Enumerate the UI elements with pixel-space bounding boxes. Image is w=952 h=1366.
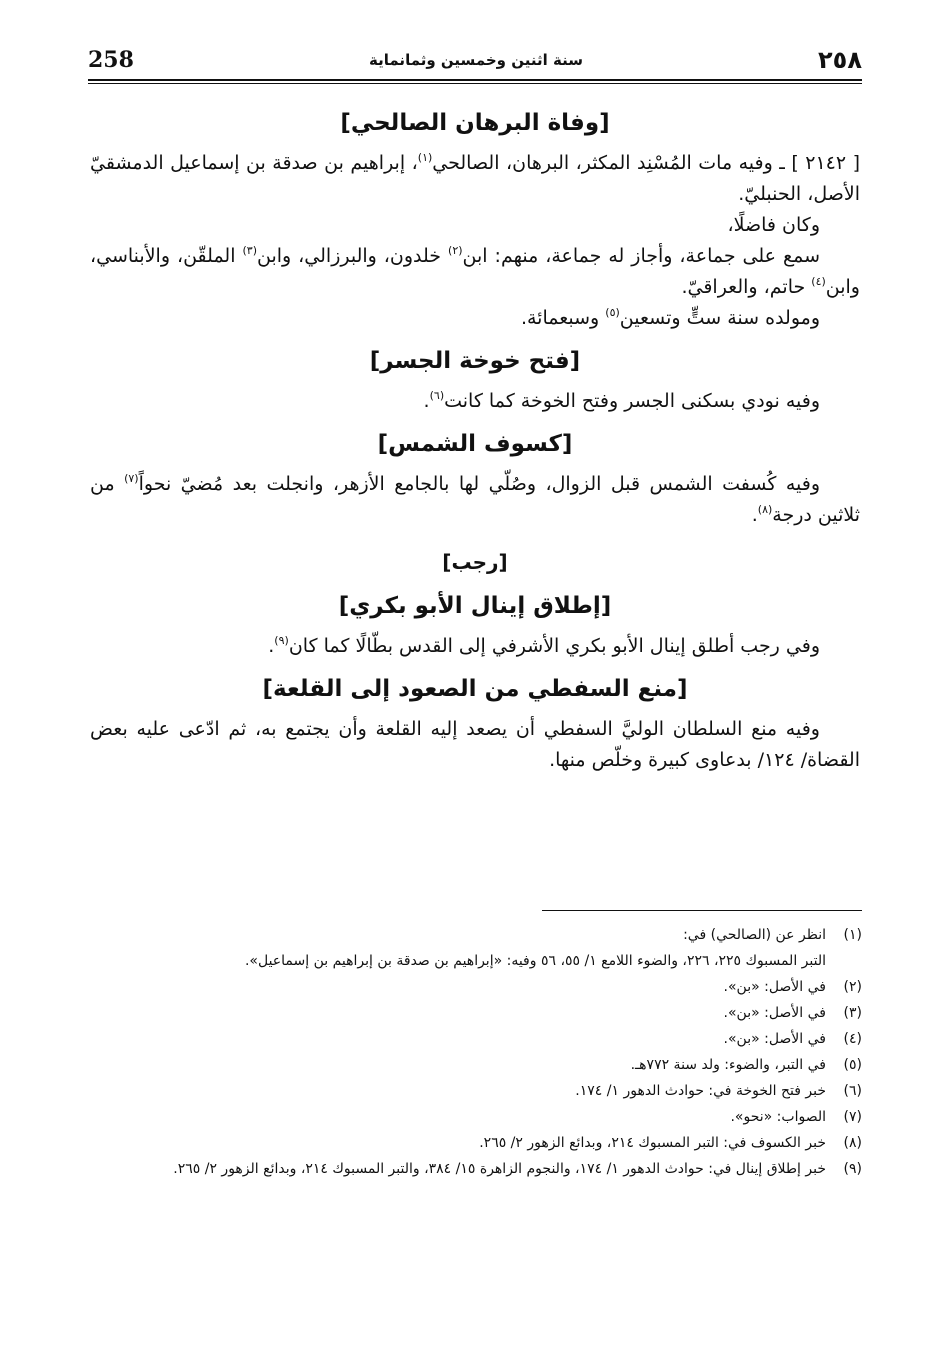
footnote-2	[92, 974, 862, 1000]
running-title: سنة اثنين وخمسين وثمانماية	[369, 51, 583, 69]
paragraph-entry-2142	[90, 148, 860, 210]
text-run: .	[423, 390, 430, 412]
footnote-5	[92, 1052, 862, 1078]
footnote-number: (٤)	[843, 1031, 862, 1047]
text-run: وفي رجب أطلق إينال الأبو بكري الأشرفي إلى القدس بطّالًا كما كان	[288, 635, 820, 657]
paragraph-birth	[90, 303, 860, 334]
text-run: ومولده سنة ستٍّ وتسعين	[619, 307, 820, 329]
footnote-ref[interactable]: (٦)	[429, 389, 445, 402]
footnote-ref[interactable]: (١)	[417, 151, 433, 164]
footnote-number: (٦)	[843, 1083, 862, 1099]
paragraph-virtue: وكان فاضلًا،	[727, 214, 820, 236]
text-run: .	[268, 635, 275, 657]
entry-text: [ ٢١٤٢ ] ـ وفيه مات المُسْنِد المكثر، البرهان، الصالحي	[432, 152, 861, 174]
footnote-number: (٩)	[843, 1161, 862, 1177]
footnote-ref[interactable]: (٣)	[242, 244, 257, 257]
footnote-ref[interactable]: (٢)	[448, 244, 463, 257]
section-title-salihi: [وفاة البرهان الصالحي]	[340, 110, 610, 136]
text-run: من ثلاثين درجة	[90, 473, 860, 526]
text-run: وسبعمائة.	[520, 307, 606, 329]
footnotes	[92, 922, 862, 1182]
text-run: الملقّن، والأبناسي، وابن	[90, 245, 860, 298]
page-number-latin: 258	[88, 47, 134, 73]
month-title-rajab: [رجب]	[442, 550, 508, 574]
footnote-number: (١)	[843, 927, 862, 943]
footnote-ref[interactable]: (٤)	[811, 275, 826, 288]
footnote-number: (٨)	[843, 1135, 862, 1151]
footnote-text: خبر الكسوف في: التبر المسبوك ٢١٤، وبدائع الزهور ٢/ ٢٦٥.	[479, 1135, 826, 1151]
footnote-1	[92, 922, 862, 948]
footnote-4	[92, 1026, 862, 1052]
page-number-arabic: ٢٥٨	[818, 46, 862, 74]
footnote-ref[interactable]: (٥)	[605, 306, 620, 319]
footnote-text: خبر إطلاق إينال في: حوادث الدهور ١/ ١٧٤، والنجوم الزاهرة ١٥/ ٣٨٤، والتبر المسبوك ٢١٤، وبدائع الزهور ٢/ ٢٦٥.	[173, 1161, 826, 1177]
footnote-text: خبر فتح الخوخة في: حوادث الدهور ١/ ١٧٤.	[575, 1083, 826, 1099]
main-text	[90, 96, 860, 776]
footnote-rule	[542, 910, 862, 911]
footnote-text: انظر عن (الصالحي) في:	[683, 927, 826, 943]
footnote-number: (٢)	[843, 979, 862, 995]
footnote-3	[92, 1000, 862, 1026]
footnote-ref[interactable]: (٧)	[124, 472, 139, 485]
entry-text: ، إبراهيم بن صدقة بن إسماعيل الدمشقيّ الأصل، الحنبليّ.	[90, 152, 860, 205]
text-run: .	[751, 504, 758, 526]
footnote-number: (٥)	[843, 1057, 862, 1073]
section-title-release-inal: [إطلاق إينال الأبو بكري]	[338, 593, 612, 619]
footnote-ref[interactable]: (٩)	[274, 634, 289, 647]
paragraph-eclipse	[90, 469, 860, 531]
paragraph-release-inal	[90, 631, 860, 662]
text-run: خلدون، والبرزالي، وابن	[256, 245, 449, 267]
footnote-text: في الأصل: «بن».	[723, 979, 826, 995]
running-head	[88, 42, 862, 78]
footnote-text: في التبر، والضوء: ولد سنة ٧٧٢هـ.	[630, 1057, 826, 1073]
footnote-9	[92, 1156, 862, 1182]
footnote-ref[interactable]: (٨)	[757, 503, 773, 516]
footnote-6	[92, 1078, 862, 1104]
footnote-8	[92, 1130, 862, 1156]
paragraph-bridge-gate	[90, 386, 860, 417]
footnote-1-continuation: التبر المسبوك ٢٢٥، ٢٢٦، والضوء اللامع ١/ ٥٥، ٥٦ وفيه: «إبراهيم بن صدقة بن إبراهيم بن إسماعيل».	[244, 953, 826, 969]
footnote-text: الصواب: «نحو».	[730, 1109, 826, 1125]
text-run: سمع على جماعة، وأجاز له جماعة، منهم: ابن	[462, 245, 820, 267]
header-rule	[88, 79, 862, 84]
paragraph-safti-ban: وفيه منع السلطان الوليَّ السفطي أن يصعد إليه القلعة وأن يجتمع به، ثم ادّعى عليه بعض القضاة/ ١٢٤/ بدعاوى كبيرة وخلّص منها.	[90, 718, 860, 771]
footnote-text: في الأصل: «بن».	[723, 1031, 826, 1047]
text-run: حاتم، والعراقيّ.	[681, 276, 812, 298]
section-title-saftī-ban: [منع السفطي من الصعود إلى القلعة]	[262, 676, 688, 702]
text-run: وفيه نودي بسكنى الجسر وفتح الخوخة كما كانت	[444, 390, 820, 412]
section-title-eclipse: [كسوف الشمس]	[377, 431, 573, 457]
footnote-text: في الأصل: «بن».	[723, 1005, 826, 1021]
paragraph-teachers	[90, 241, 860, 303]
footnote-number: (٣)	[843, 1005, 862, 1021]
footnote-number: (٧)	[843, 1109, 862, 1125]
footnote-7	[92, 1104, 862, 1130]
text-run: وفيه كُسفت الشمس قبل الزوال، وصُلّي لها بالجامع الأزهر، وانجلت بعد مُضيّ نحواً	[138, 473, 820, 495]
section-title-bridge-gate: [فتح خوخة الجسر]	[369, 348, 581, 374]
